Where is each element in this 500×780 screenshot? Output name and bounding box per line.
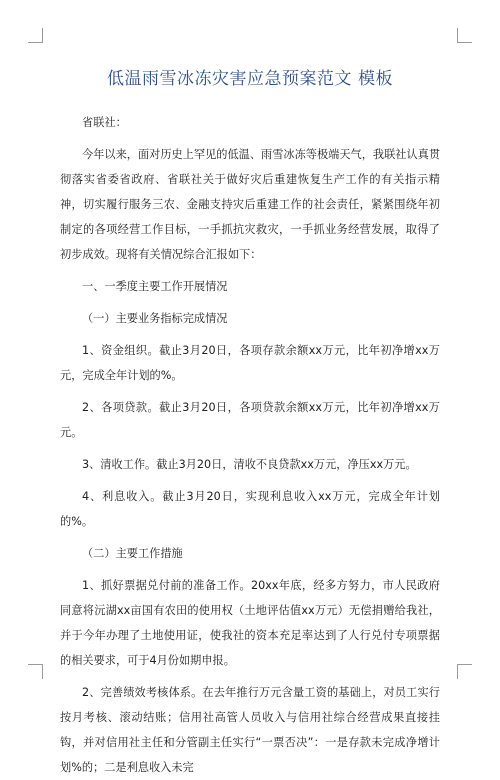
paragraph-measure-2: 2、完善绩效考核体系。在去年推行万元含量工资的基础上，对员工实行按月考核、滚动结账；信用社高管人员收入与信用社综合经营成果直接挂钩，并对信用社主任和分管副主任实行“一票否决”：一是存款未完成净增计划%的；二是利息收入未完 [60, 686, 440, 774]
paragraph-item-4: 4、利息收入。截止3月20日，实现利息收入xx万元，完成全年计划的%。 [60, 490, 440, 528]
paragraph-measure-1: 1、抓好票据兑付前的准备工作。20xx年底，经多方努力，市人民政府同意将沅湖xx亩国有农田的使用权（土地评估值xx万元）无偿捐赠给我社，并于今年办理了土地使用证，使我社的资本充足率达到了人行兑付专项票据的相关要求，可于4月份如期申报。 [60, 579, 440, 667]
paragraph-item-2: 2、各项贷款。截止3月20日，各项贷款余额xx万元，比年初净增xx万元。 [60, 401, 440, 439]
corner-mark-top-left [28, 28, 43, 43]
document-body [60, 110, 440, 780]
paragraph-item-1: 1、资金组织。截止3月20日，各项存款余额xx万元，比年初净增xx万元，完成全年计划的%。 [60, 344, 440, 382]
document-title: 低温雨雪冰冻灾害应急预案范文 模板 [107, 69, 393, 89]
corner-mark-top-right [457, 28, 472, 43]
corner-mark-bottom-left [28, 664, 43, 679]
heading-section-1: 一、一季度主要工作开展情况 [82, 280, 228, 293]
heading-subsection-2: （二）主要工作措施 [82, 547, 183, 560]
heading-subsection-1: （一）主要业务指标完成情况 [82, 312, 228, 325]
corner-mark-bottom-right [457, 664, 472, 679]
paragraph-intro: 今年以来，面对历史上罕见的低温、雨雪冰冻等极端天气，我联社认真贯彻落实省委省政府、省联社关于做好灾后重建恢复生产工作的有关指示精神，切实履行服务三农、金融支持灾后重建工作的社会责任，紧紧围绕年初制定的各项经营工作目标，一手抓抗灾救灾，一手抓业务经营发展，取得了初步成效。现将有关情况综合汇报如下： [60, 148, 441, 261]
paragraph-item-3: 3、清收工作。截止3月20日，清收不良贷款xx万元，净压xx万元。 [82, 458, 417, 471]
salutation: 省联社： [82, 116, 127, 129]
